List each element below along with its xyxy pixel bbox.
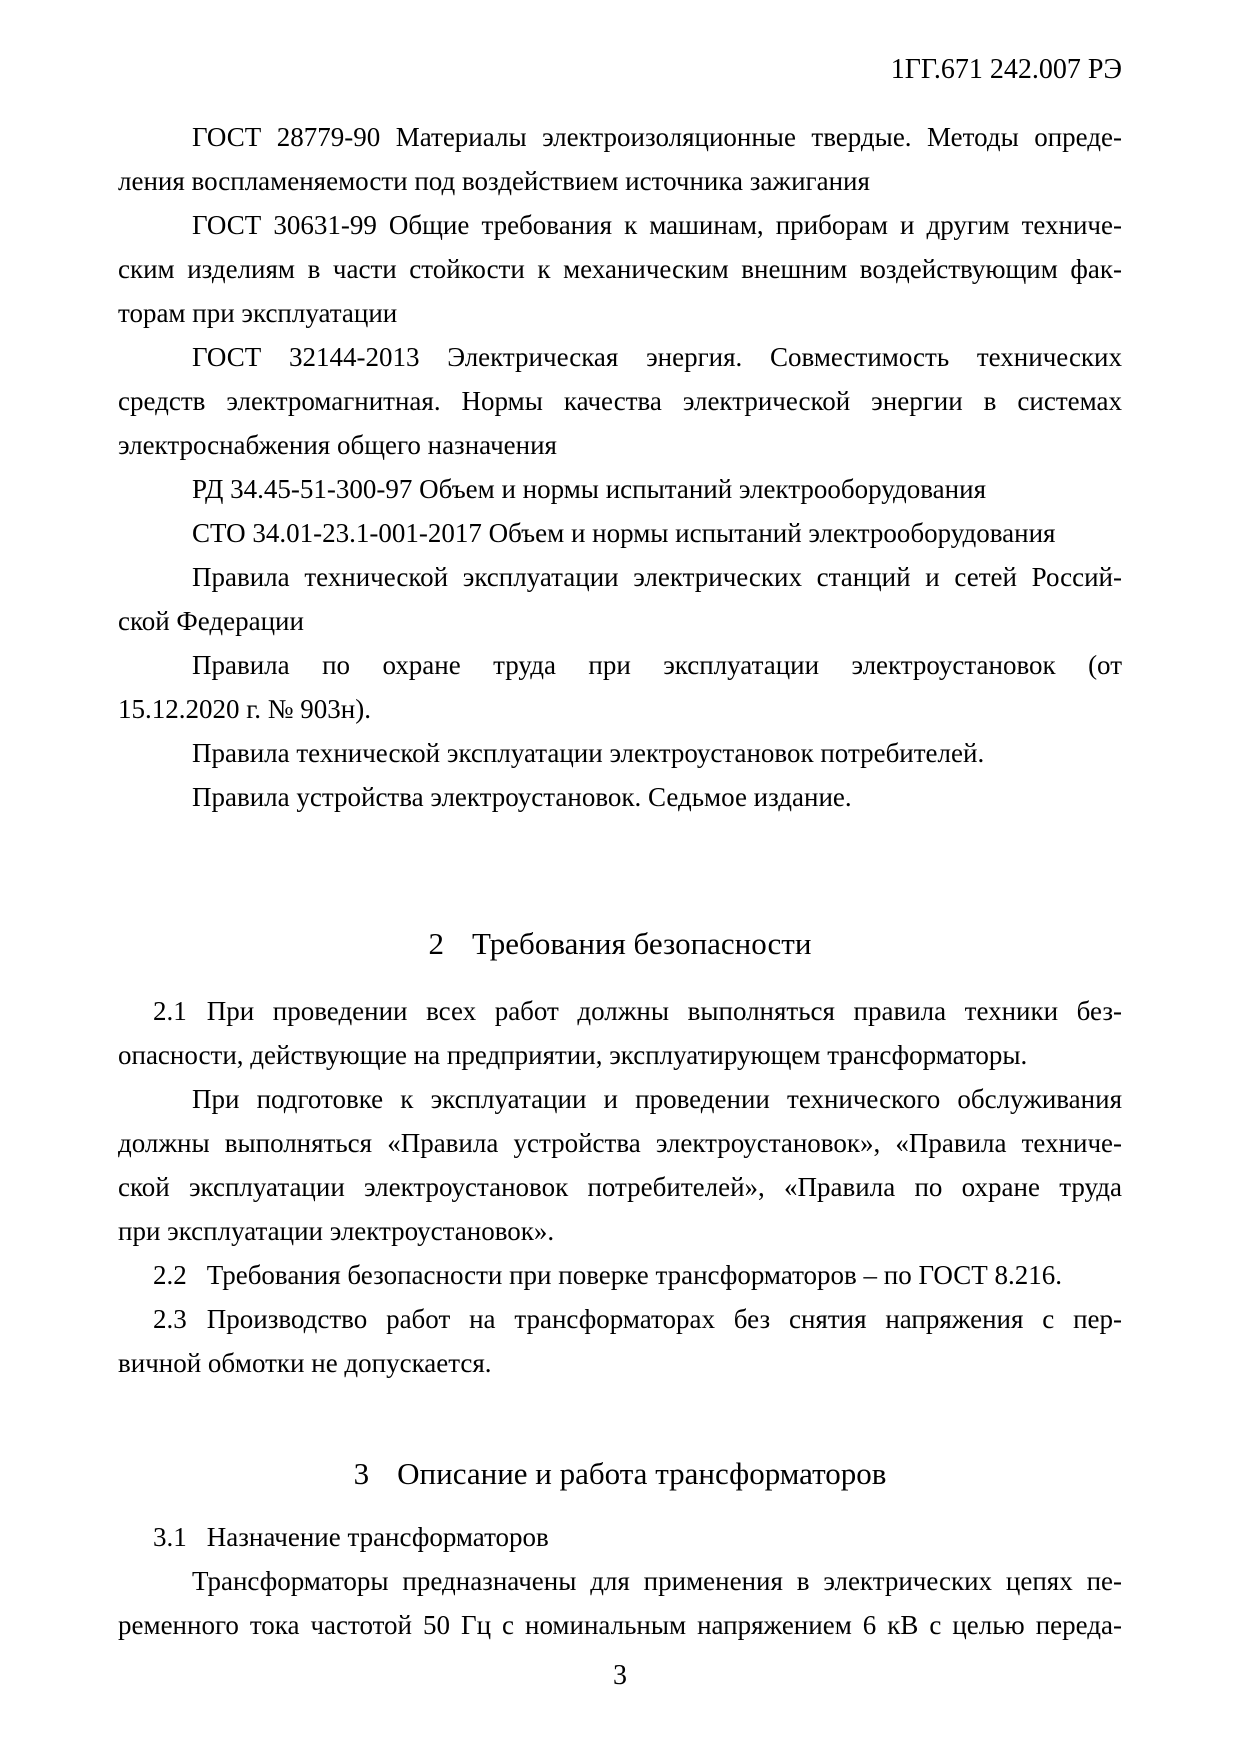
- text-line: ГОСТ 32144-2013 Электрическая энергия. Совместимость технических: [192, 342, 1122, 372]
- text-line: РД 34.45-51-300-97 Объем и нормы испытаний электрооборудования: [192, 474, 986, 504]
- paragraph-gost-32144: [118, 335, 1122, 467]
- text-line: электроснабжения общего назначения: [118, 430, 557, 460]
- text-line: ской Федерации: [118, 606, 304, 636]
- text-line: [118, 1253, 1122, 1297]
- text-line: ления воспламеняемости под воздействием источника зажигания: [118, 166, 870, 196]
- paragraph-rd-34: [118, 467, 1122, 511]
- paragraph-gost-28779: [118, 115, 1122, 203]
- paragraph-2-2: [118, 1253, 1122, 1297]
- text-line: ГОСТ 30631-99 Общие требования к машинам, приборам и другим техниче-: [192, 210, 1122, 240]
- clause-number: 2.2: [153, 1260, 187, 1290]
- clause-text: Требования безопасности при поверке трансформаторов – по ГОСТ 8.216.: [206, 1260, 1063, 1290]
- text-line: ской эксплуатации электроустановок потребителей», «Правила по охране труда: [118, 1172, 1122, 1202]
- paragraph-pot-labor: [118, 643, 1122, 731]
- paragraph-purpose: [118, 1559, 1122, 1647]
- text-line: Трансформаторы предназначены для применения в электрических цепях пе-: [192, 1566, 1122, 1596]
- text-line: ГОСТ 28779-90 Материалы электроизоляционные твердые. Методы опреде-: [192, 122, 1122, 152]
- text-line: должны выполняться «Правила устройства электроустановок», «Правила техниче-: [118, 1128, 1122, 1158]
- section-heading-3: [118, 1451, 1122, 1496]
- page-content: [118, 115, 1122, 1690]
- text-line: 15.12.2020 г. № 903н).: [118, 694, 371, 724]
- clause-text: При проведении всех работ должны выполняться правила техники без-: [206, 996, 1122, 1026]
- text-line: Правила по охране труда при эксплуатации электроустановок (от: [192, 650, 1122, 680]
- clause-number: 2.1: [153, 996, 187, 1026]
- paragraph-sto-34: [118, 511, 1122, 555]
- text-line: Правила технической эксплуатации электроустановок потребителей.: [192, 738, 985, 768]
- paragraph-gost-30631: [118, 203, 1122, 335]
- paragraph-pte-stations: [118, 555, 1122, 643]
- section-number: 3: [353, 1456, 370, 1491]
- section-title: Описание и работа трансформаторов: [397, 1456, 887, 1491]
- text-line: средств электромагнитная. Нормы качества электрической энергии в системах: [118, 386, 1122, 416]
- page-number: 3: [613, 1660, 627, 1691]
- text-line: опасности, действующие на предприятии, эксплуатирующем трансформаторы.: [118, 1040, 1028, 1070]
- clause-text: Назначение трансформаторов: [206, 1522, 549, 1552]
- text-line: торам при эксплуатации: [118, 298, 398, 328]
- text-line: ским изделиям в части стойкости к механическим внешним воздействующим фак-: [118, 254, 1122, 284]
- paragraph-preparation: [118, 1077, 1122, 1253]
- paragraph-2-3: [118, 1297, 1122, 1385]
- paragraph-3-1: [118, 1515, 1122, 1559]
- section-heading-2: [118, 921, 1122, 966]
- clause-number: 2.3: [153, 1304, 187, 1334]
- text-line: при эксплуатации электроустановок».: [118, 1216, 555, 1246]
- text-line: СТО 34.01-23.1-001-2017 Объем и нормы испытаний электрооборудования: [192, 518, 1056, 548]
- paragraph-2-1: [118, 989, 1122, 1077]
- paragraph-pte-consumers: [118, 731, 1122, 775]
- section-number: 2: [428, 926, 445, 961]
- document-code: 1ГГ.671 242.007 РЭ: [890, 54, 1122, 85]
- text-line: [118, 989, 1122, 1033]
- text-line: Правила технической эксплуатации электрических станций и сетей Россий-: [192, 562, 1122, 592]
- text-line: ременного тока частотой 50 Гц с номинальным напряжением 6 кВ с целью переда-: [118, 1610, 1122, 1640]
- clause-number: 3.1: [153, 1522, 187, 1552]
- text-line: [118, 1297, 1122, 1341]
- section-title: Требования безопасности: [472, 926, 812, 961]
- text-line: При подготовке к эксплуатации и проведении технического обслуживания: [192, 1084, 1122, 1114]
- paragraph-pue: [118, 775, 1122, 819]
- clause-text: Производство работ на трансформаторах без снятия напряжения с пер-: [206, 1304, 1122, 1334]
- text-line: [118, 1515, 1122, 1559]
- text-line: Правила устройства электроустановок. Седьмое издание.: [192, 782, 852, 812]
- text-line: вичной обмотки не допускается.: [118, 1348, 492, 1378]
